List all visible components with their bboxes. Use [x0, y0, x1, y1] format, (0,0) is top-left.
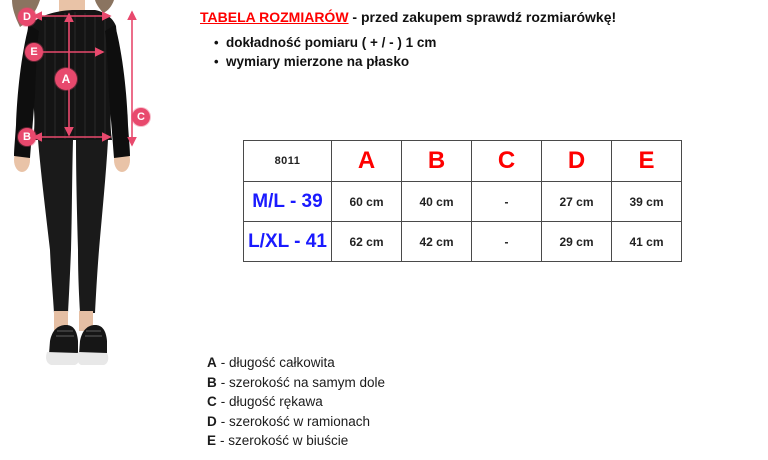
- bullet-item: [200, 52, 760, 71]
- measure-value: 39 cm: [612, 182, 682, 222]
- legend-description: - szerokość na samym dole: [220, 374, 386, 390]
- photo-marker-e: E: [25, 43, 43, 61]
- measure-value: -: [472, 222, 542, 262]
- column-header-c: C: [472, 141, 542, 182]
- legend-item: [207, 373, 385, 393]
- legend-description: - długość rękawa: [220, 394, 323, 409]
- bullet-list: [200, 33, 760, 71]
- column-header-a: A: [332, 141, 402, 182]
- measure-value: 62 cm: [332, 222, 402, 262]
- measure-value: 27 cm: [542, 182, 612, 222]
- bullet-icon: •: [214, 53, 219, 69]
- page-title-highlight: TABELA ROZMIARÓW: [200, 9, 349, 25]
- table-header-row: [244, 141, 682, 182]
- column-header-d: D: [542, 141, 612, 182]
- legend-letter: B: [207, 374, 217, 390]
- measure-value: 29 cm: [542, 222, 612, 262]
- size-chart-header: [200, 8, 760, 71]
- table-row: [244, 222, 682, 262]
- page-title-rest: - przed zakupem sprawdź rozmiarówkę!: [348, 9, 617, 25]
- bullet-text: wymiary mierzone na płasko: [226, 53, 410, 69]
- legend-letter: E: [207, 433, 217, 448]
- measure-value: 41 cm: [612, 222, 682, 262]
- measure-value: -: [472, 182, 542, 222]
- bullet-text: dokładność pomiaru ( + / - ) 1 cm: [226, 34, 437, 50]
- photo-marker-d: D: [18, 8, 36, 26]
- photo-marker-a: A: [55, 68, 77, 90]
- page-title: [200, 8, 760, 27]
- photo-marker-b: B: [18, 128, 36, 146]
- column-header-e: E: [612, 141, 682, 182]
- column-header-b: B: [402, 141, 472, 182]
- table-row: [244, 182, 682, 222]
- bullet-item: [200, 33, 760, 52]
- legend-item: [207, 431, 385, 451]
- size-label: L/XL - 41: [244, 222, 332, 262]
- photo-marker-c: C: [132, 108, 150, 126]
- size-table: [243, 140, 682, 262]
- legend-letter: D: [207, 413, 217, 429]
- legend-item: [207, 412, 385, 432]
- legend-description: - długość całkowita: [220, 355, 335, 370]
- legend-item: [207, 392, 385, 412]
- size-label: M/L - 39: [244, 182, 332, 222]
- legend-description: - szerokość w ramionach: [220, 413, 371, 429]
- legend-letter: C: [207, 394, 217, 409]
- legend-item: [207, 353, 385, 373]
- product-code: 8011: [244, 141, 332, 182]
- measure-value: 60 cm: [332, 182, 402, 222]
- measure-value: 40 cm: [402, 182, 472, 222]
- legend-letter: A: [207, 355, 217, 370]
- measurement-legend: [207, 353, 385, 451]
- legend-description: - szerokość w biuście: [220, 433, 349, 448]
- product-photo: [0, 0, 185, 370]
- bullet-icon: •: [214, 34, 219, 50]
- measure-value: 42 cm: [402, 222, 472, 262]
